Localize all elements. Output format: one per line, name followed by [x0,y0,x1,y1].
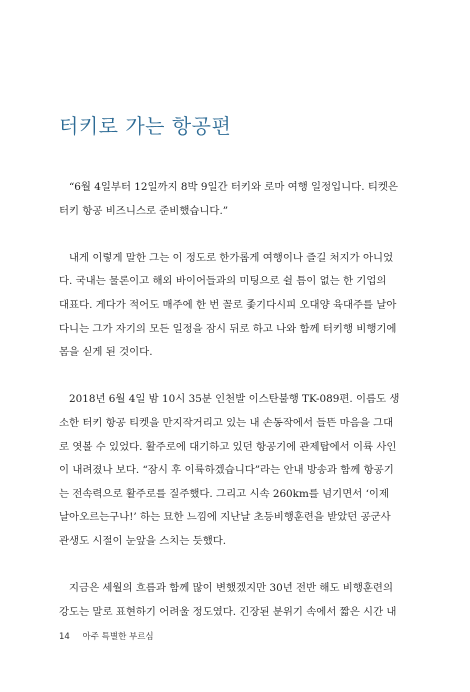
text-line: “6월 4일부터 12일까지 8박 9일간 터키와 로마 여행 일정입니다. 티켓은 [69,181,398,193]
page-number: 14 [59,632,70,642]
text-line: 다. 국내는 물론이고 해외 바이어들과의 미팅으로 쉴 틈이 없는 한 기업의 [59,275,387,288]
text-line: 강도는 말로 표현하기 어려울 정도였다. 긴장된 분위기 속에서 짧은 시간 내 [59,605,397,618]
paragraph [59,577,411,624]
text-line: 이 내려졌나 보다. “잠시 후 이륙하겠습니다”라는 안내 방송과 함께 항공기 [59,464,394,477]
text-line: 2018년 6월 4일 밤 10시 35분 인천발 이스탄불행 TK-089편. 이름도 생 [69,393,400,406]
book-title: 아주 특별한 부르심 [82,632,154,642]
paragraph [59,388,411,553]
chapter-title: 터키로 가는 항공편 [59,114,232,138]
text-line: 다니는 그가 자기의 모든 일정을 잠시 뒤로 하고 나와 함께 터키행 비행기에 [59,322,397,335]
text-line: 지금은 세월의 흐름과 함께 많이 변했겠지만 30년 전반 해도 비행훈련의 [69,582,393,595]
text-line: 내게 이렇게 말한 그는 이 정도로 한가롭게 여행이나 즐길 처지가 아니었 [69,251,394,264]
paragraph [59,176,411,223]
text-line: 몸을 싣게 된 것이다. [59,346,153,359]
text-line: 날아오르는구나!’ 하는 묘한 느낌에 지난날 초등비행훈련을 받았던 공군사 [59,511,391,524]
text-line: 터키 항공 비즈니스로 준비했습니다.” [59,204,229,217]
text-line: 는 전속력으로 활주로를 질주했다. 그리고 시속 260km를 넘기면서 ‘이제 [59,487,389,500]
body-text [59,176,411,648]
paragraph [59,247,411,365]
text-line: 대표다. 게다가 적어도 매주에 한 번 꼴로 좇기다시피 오대양 육대주를 날아 [59,298,397,311]
text-line: 로 엿볼 수 있었다. 활주로에 대기하고 있던 항공기에 관제탑에서 이륙 사인 [59,440,397,453]
page-footer [59,630,154,642]
text-line: 소한 터키 항공 티켓을 만지작거리고 있는 내 손동작에서 들뜬 마음을 그대 [59,416,394,429]
text-line: 관생도 시절이 눈앞을 스치는 듯했다. [59,534,227,547]
